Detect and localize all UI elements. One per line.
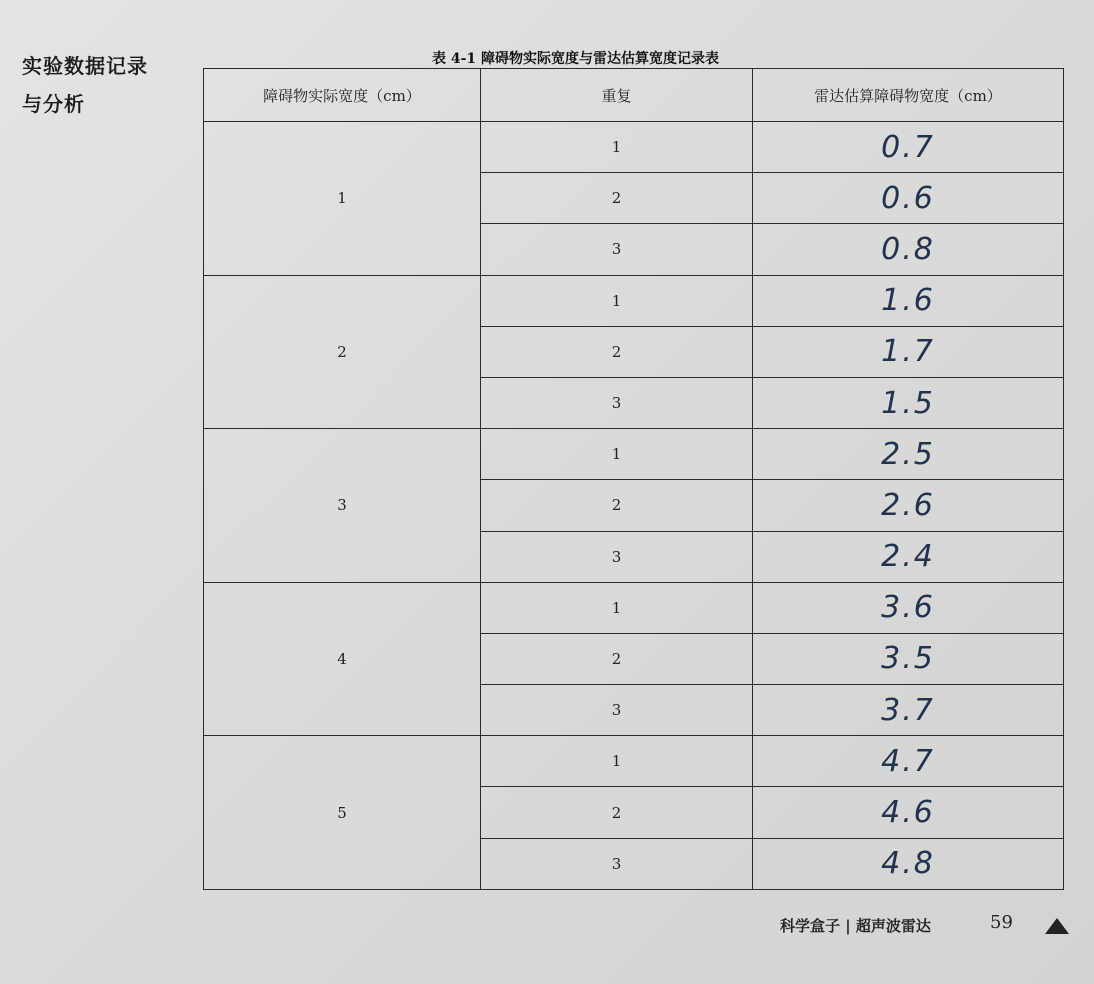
radar-estimate-cell: 1.7	[753, 326, 1064, 377]
repeat-cell: 3	[481, 685, 753, 736]
repeat-cell: 2	[481, 173, 753, 224]
table-row	[204, 275, 1064, 326]
radar-estimate-cell: 3.7	[753, 685, 1064, 736]
data-table	[203, 68, 1064, 890]
repeat-cell: 1	[481, 736, 753, 787]
radar-estimate-cell: 4.6	[753, 787, 1064, 838]
repeat-cell: 3	[481, 224, 753, 275]
radar-estimate-cell: 3.6	[753, 582, 1064, 633]
repeat-cell: 1	[481, 429, 753, 480]
repeat-cell: 3	[481, 838, 753, 889]
actual-width-cell: 1	[204, 122, 481, 276]
repeat-cell: 2	[481, 480, 753, 531]
table-body	[204, 122, 1064, 890]
footer-text: 科学盒子 | 超声波雷达	[780, 917, 931, 935]
header-radar-estimate: 雷达估算障碍物宽度（cm）	[753, 69, 1064, 122]
radar-estimate-cell: 0.6	[753, 173, 1064, 224]
radar-estimate-cell: 1.5	[753, 377, 1064, 428]
table-header-row	[204, 69, 1064, 122]
section-title-line1: 实验数据记录	[22, 54, 148, 78]
repeat-cell: 3	[481, 531, 753, 582]
radar-estimate-cell: 3.5	[753, 633, 1064, 684]
repeat-cell: 3	[481, 377, 753, 428]
triangle-icon	[1045, 918, 1069, 934]
repeat-cell: 1	[481, 122, 753, 173]
section-title-line2: 与分析	[22, 92, 85, 116]
radar-estimate-cell: 0.7	[753, 122, 1064, 173]
header-repeat: 重复	[481, 69, 753, 122]
table-row	[204, 582, 1064, 633]
table-caption: 表 4-1 障碍物实际宽度与雷达估算宽度记录表	[432, 51, 720, 67]
header-actual-width: 障碍物实际宽度（cm）	[204, 69, 481, 122]
table-row	[204, 736, 1064, 787]
radar-estimate-cell: 2.4	[753, 531, 1064, 582]
page-number: 59	[990, 912, 1013, 933]
radar-estimate-cell: 0.8	[753, 224, 1064, 275]
repeat-cell: 2	[481, 633, 753, 684]
radar-estimate-cell: 4.8	[753, 838, 1064, 889]
repeat-cell: 2	[481, 787, 753, 838]
actual-width-cell: 5	[204, 736, 481, 890]
repeat-cell: 1	[481, 582, 753, 633]
radar-estimate-cell: 2.5	[753, 429, 1064, 480]
actual-width-cell: 2	[204, 275, 481, 429]
table-row	[204, 122, 1064, 173]
actual-width-cell: 3	[204, 429, 481, 583]
data-table-container	[203, 68, 1063, 890]
radar-estimate-cell: 1.6	[753, 275, 1064, 326]
radar-estimate-cell: 2.6	[753, 480, 1064, 531]
table-row	[204, 429, 1064, 480]
actual-width-cell: 4	[204, 582, 481, 736]
repeat-cell: 2	[481, 326, 753, 377]
repeat-cell: 1	[481, 275, 753, 326]
radar-estimate-cell: 4.7	[753, 736, 1064, 787]
